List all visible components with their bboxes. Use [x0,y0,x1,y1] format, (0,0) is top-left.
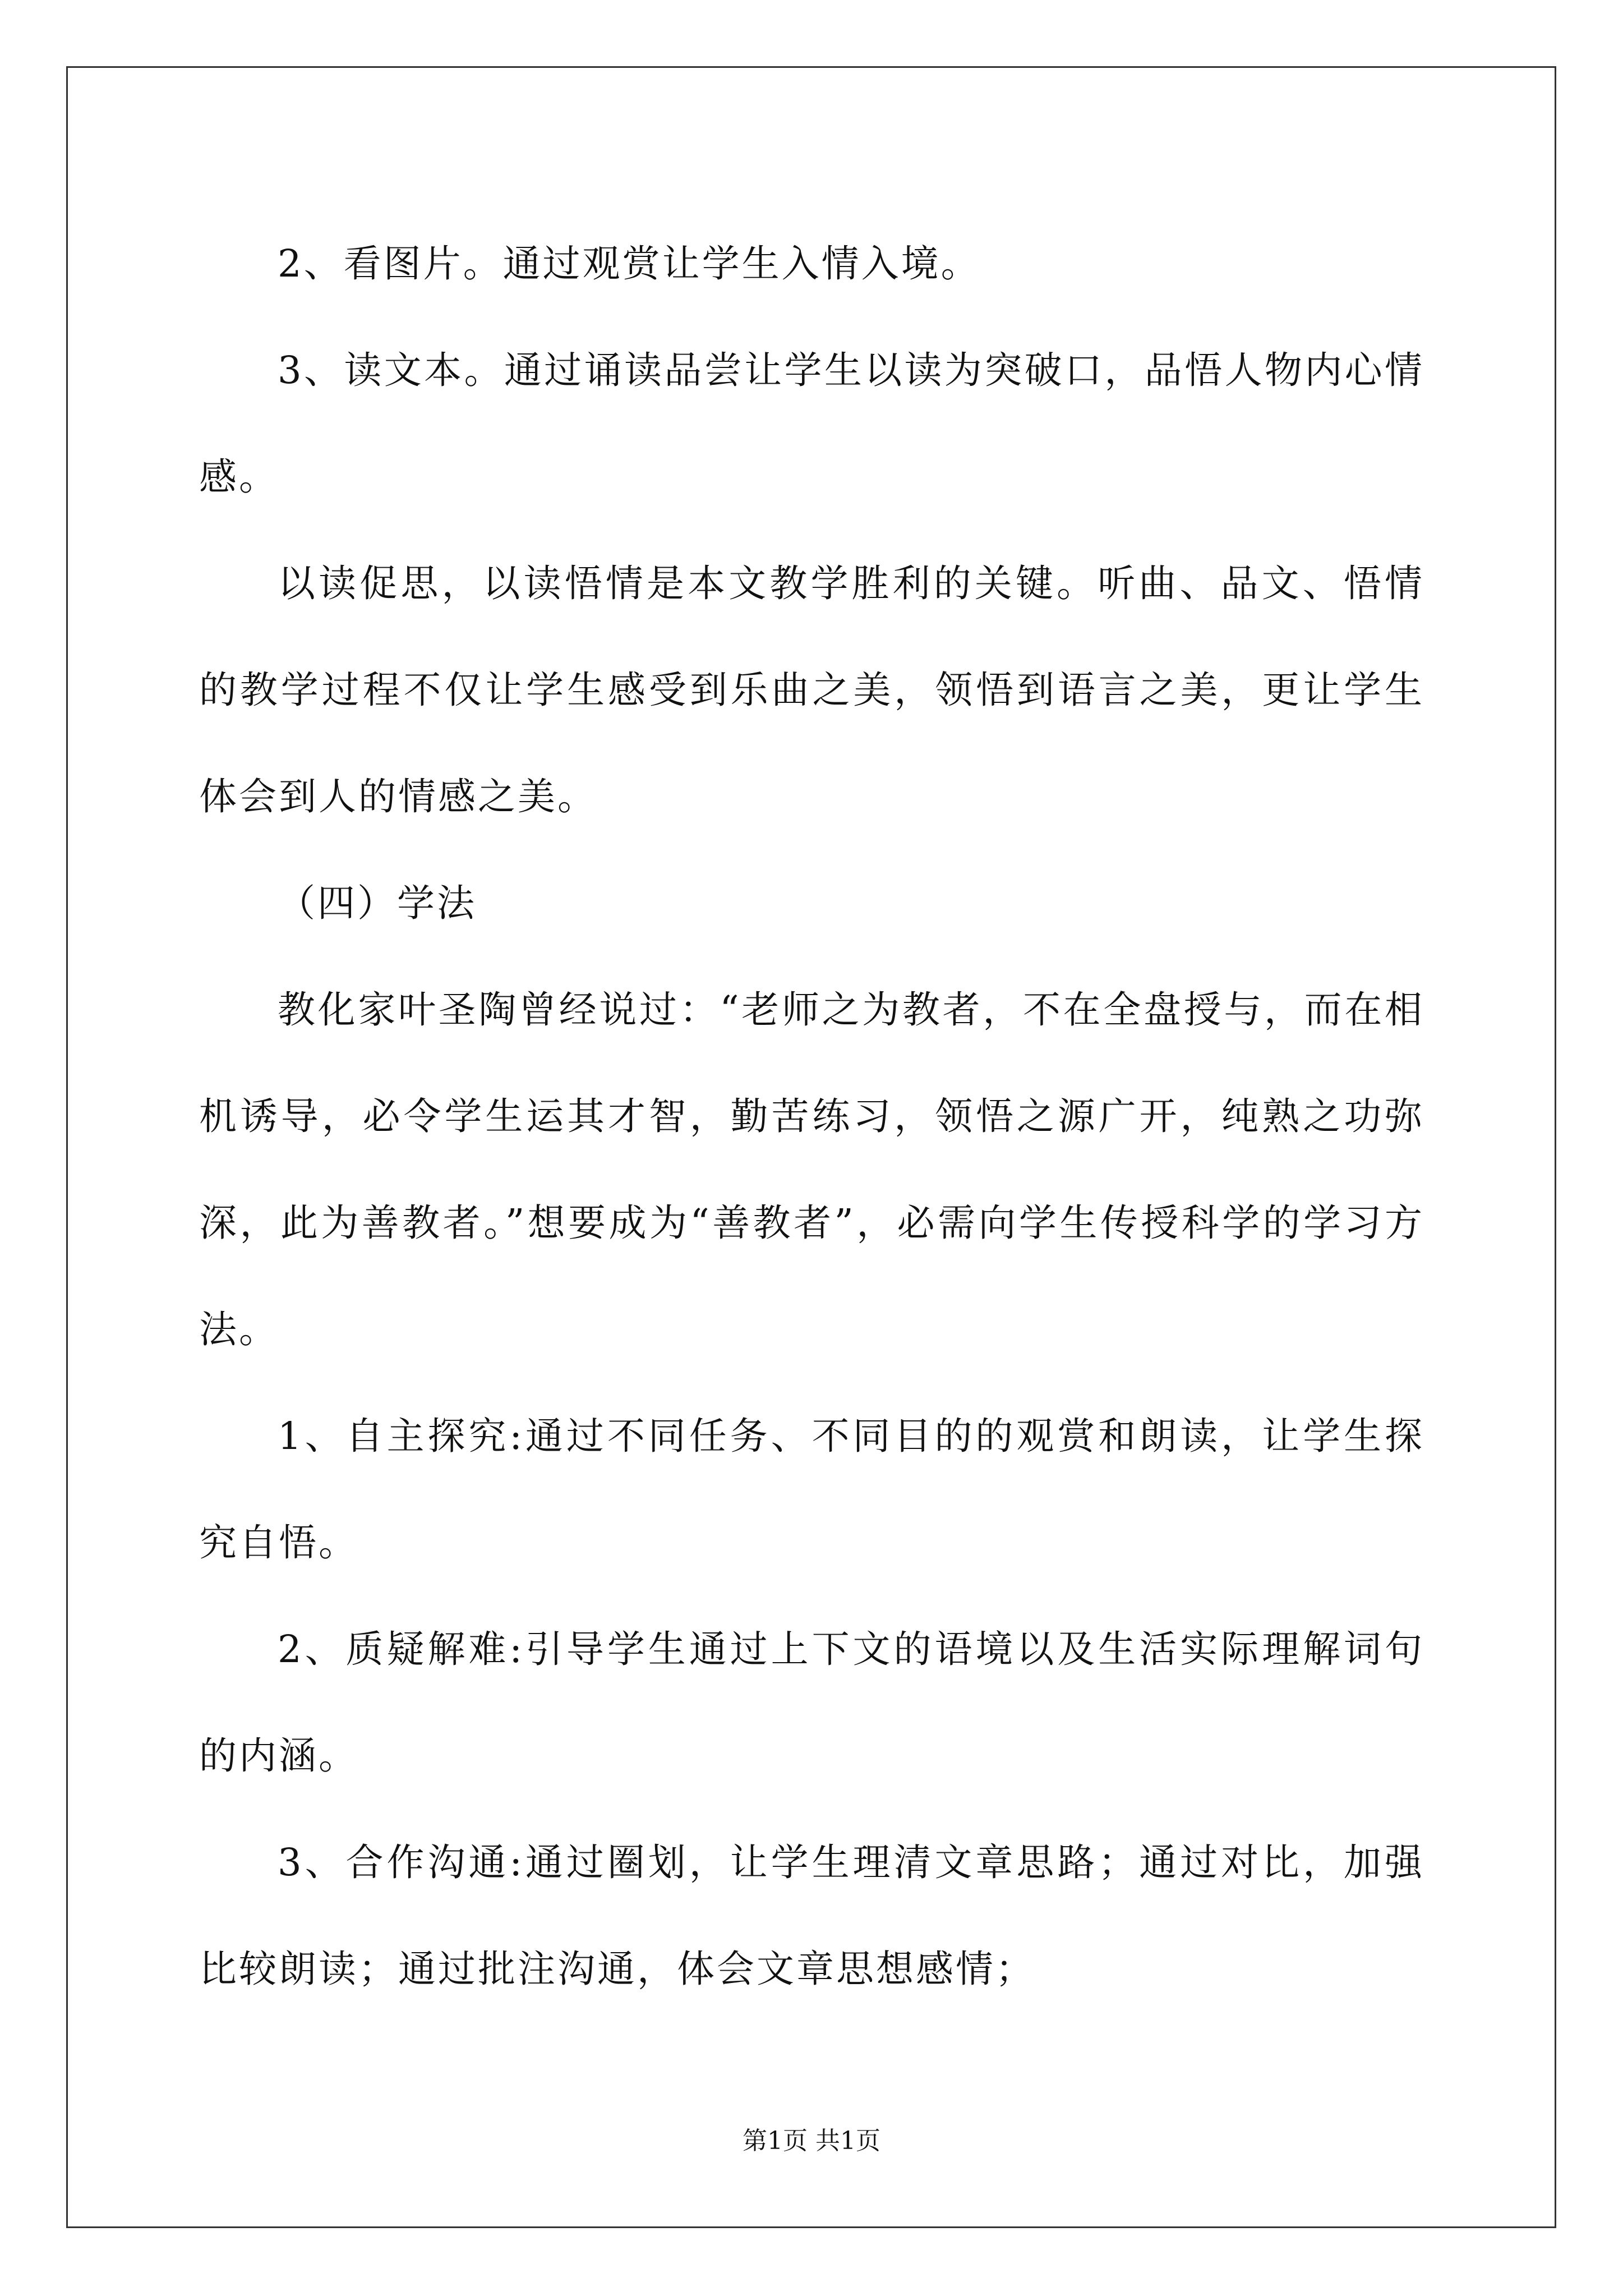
paragraph: 2、质疑解难:引导学生通过上下文的语境以及生活实际理解词句的内涵。 [199,1627,1424,1778]
paragraph: 2、看图片。通过观赏让学生入情入境。 [278,242,981,286]
document-body [199,210,1424,2022]
section-heading: （四）学法 [278,881,477,925]
paragraph: 3、合作沟通:通过圈划，让学生理清文章思路；通过对比，加强比较朗读；通过批注沟通，体会文章思想感情； [199,1841,1424,1991]
paragraph: 3、读文本。通过诵读品尝让学生以读为突破口，品悟人物内心情感。 [199,348,1424,499]
page-footer: 第1页 共1页 [743,2127,880,2155]
paragraph: 教化家叶圣陶曾经说过：“老师之为教者，不在全盘授与，而在相机诱导，必令学生运其才智，勤苦练习，领悟之源广开，纯熟之功弥深，此为善教者。”想要成为“善教者”，必需向学生传授科学的学习方法。 [199,988,1424,1351]
paragraph: 以读促思，以读悟情是本文教学胜利的关键。听曲、品文、悟情的教学过程不仅让学生感受到乐曲之美，领悟到语言之美，更让学生体会到人的情感之美。 [199,562,1424,818]
paragraph: 1、自主探究:通过不同任务、不同目的的观赏和朗读，让学生探究自悟。 [199,1414,1424,1565]
